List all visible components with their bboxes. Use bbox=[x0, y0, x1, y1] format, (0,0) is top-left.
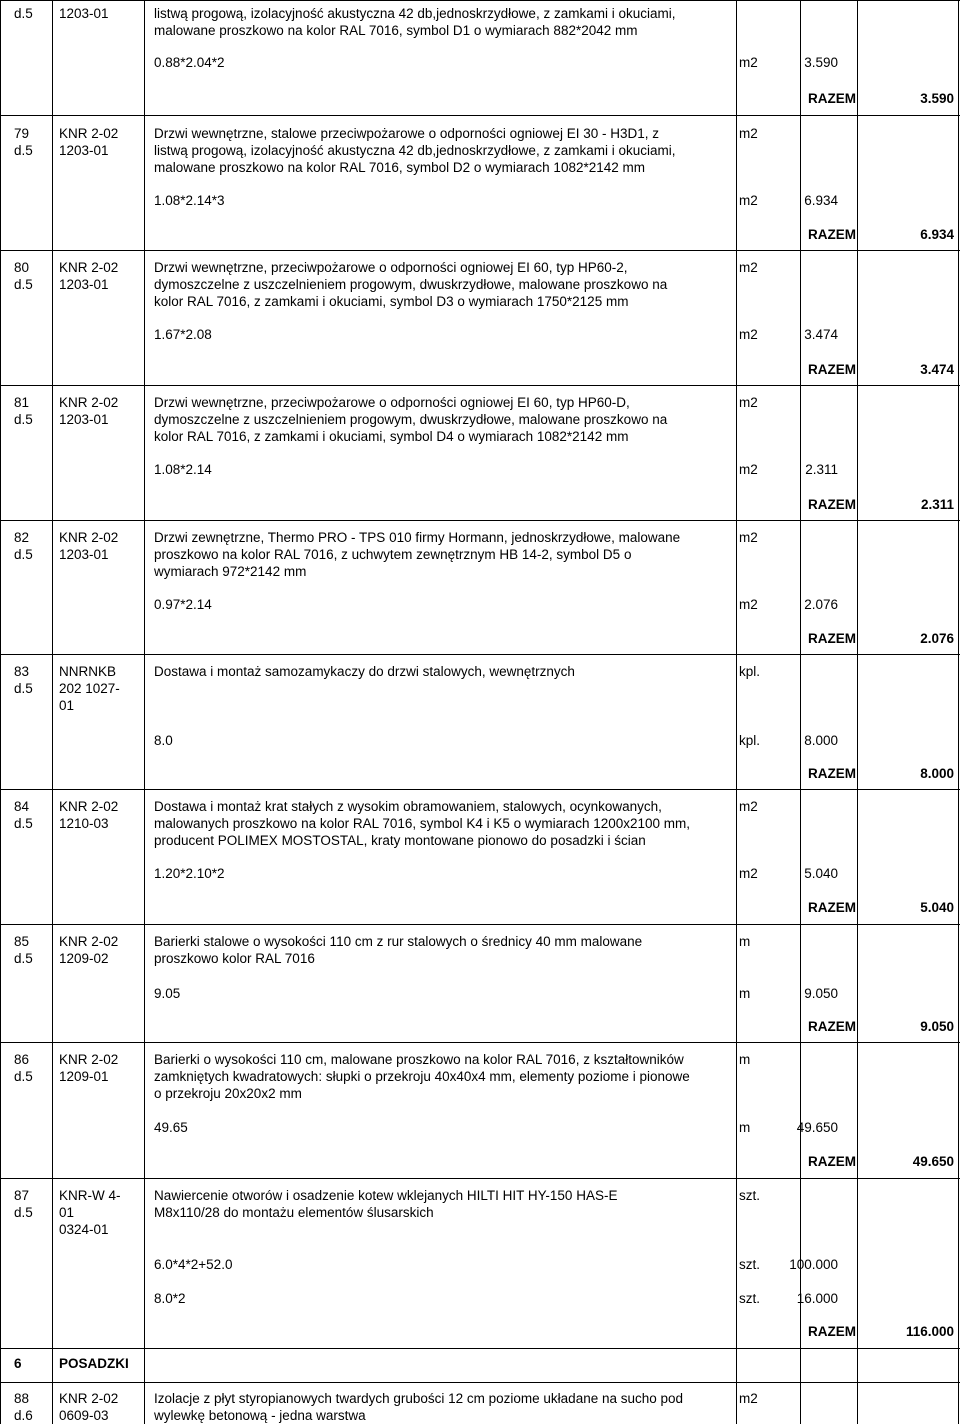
sum-value: 49.650 bbox=[912, 1154, 954, 1169]
calc-unit: m bbox=[739, 986, 751, 1001]
position-lp: d.5 bbox=[14, 1205, 33, 1220]
calc-unit: m2 bbox=[739, 462, 758, 477]
row-divider bbox=[0, 385, 960, 386]
calc-unit: kpl. bbox=[739, 733, 761, 748]
position-code: 1203-01 bbox=[59, 547, 109, 562]
sum-value: 3.474 bbox=[920, 362, 954, 377]
calc-unit: m2 bbox=[739, 55, 758, 70]
calc-value: 16.000 bbox=[796, 1291, 838, 1306]
position-code: 1203-01 bbox=[59, 6, 109, 21]
calc-expression: 1.67*2.08 bbox=[154, 327, 212, 342]
position-lp: 84 bbox=[14, 799, 30, 814]
calc-expression: 1.08*2.14 bbox=[154, 462, 212, 477]
column-divider bbox=[144, 0, 145, 1424]
sum-value: 2.311 bbox=[920, 497, 954, 512]
position-lp: 83 bbox=[14, 664, 30, 679]
column-divider bbox=[0, 0, 1, 1424]
position-description: malowane proszkowo na kolor RAL 7016, symbol D1 o wymiarach 882*2042 mm bbox=[154, 23, 638, 38]
row-divider bbox=[0, 1382, 960, 1383]
calc-value: 3.474 bbox=[804, 327, 838, 342]
position-lp: d.5 bbox=[14, 1069, 33, 1084]
sum-label: RAZEM bbox=[808, 362, 856, 377]
position-lp: 86 bbox=[14, 1052, 30, 1067]
position-code: KNR-W 4- bbox=[59, 1188, 121, 1203]
sum-label: RAZEM bbox=[808, 631, 856, 646]
position-description: Drzwi wewnętrzne, przeciwpożarowe o odporności ogniowej EI 60, typ HP60-D, bbox=[154, 395, 630, 410]
position-description: malowane proszkowo na kolor RAL 7016, symbol D2 o wymiarach 1082*2142 mm bbox=[154, 160, 645, 175]
position-description: wylewkę betonową - jedna warstwa bbox=[154, 1408, 366, 1423]
sum-value: 8.000 bbox=[920, 766, 954, 781]
position-description: Izolacje z płyt styropianowych twardych grubości 12 cm poziome układane na sucho pod bbox=[154, 1391, 684, 1406]
section-number: 6 bbox=[14, 1356, 22, 1371]
position-unit: m2 bbox=[739, 395, 758, 410]
position-lp: d.5 bbox=[14, 547, 33, 562]
calc-value: 2.076 bbox=[804, 597, 838, 612]
position-lp: d.5 bbox=[14, 6, 33, 21]
position-code: KNR 2-02 bbox=[59, 1391, 119, 1406]
position-unit: m bbox=[739, 1052, 751, 1067]
calc-expression: 49.65 bbox=[154, 1120, 188, 1135]
position-description: listwą progową, izolacyjność akustyczna 42 db,jednoskrzydłowe, z zamkami i okuciami, bbox=[154, 143, 676, 158]
position-unit: m2 bbox=[739, 126, 758, 141]
calc-unit: m2 bbox=[739, 327, 758, 342]
position-code: 01 bbox=[59, 1205, 75, 1220]
position-description: zamkniętych kwadratowych: słupki o przekroju 40x40x4 mm, elementy poziome i pionowe bbox=[154, 1069, 690, 1084]
sum-label: RAZEM bbox=[808, 900, 856, 915]
position-unit: m2 bbox=[739, 799, 758, 814]
row-divider bbox=[0, 520, 960, 521]
calc-value: 3.590 bbox=[804, 55, 838, 70]
position-description: dymoszczelne z uszczelnieniem progowym, dwuskrzydłowe, malowane proszkowo na bbox=[154, 277, 668, 292]
calc-unit: m2 bbox=[739, 597, 758, 612]
row-divider bbox=[0, 789, 960, 790]
position-description: Dostawa i montaż krat stałych z wysokim obramowaniem, stalowych, ocynkowanych, bbox=[154, 799, 662, 814]
sum-value: 9.050 bbox=[920, 1019, 954, 1034]
position-description: Nawiercenie otworów i osadzenie kotew wklejanych HILTI HIT HY-150 HAS-E bbox=[154, 1188, 618, 1203]
position-description: Drzwi zewnętrzne, Thermo PRO - TPS 010 firmy Hormann, jednoskrzydłowe, malowane bbox=[154, 530, 681, 545]
position-lp: 81 bbox=[14, 395, 30, 410]
position-lp: 79 bbox=[14, 126, 30, 141]
position-lp: d.6 bbox=[14, 1408, 33, 1423]
position-lp: d.5 bbox=[14, 412, 33, 427]
position-lp: 88 bbox=[14, 1391, 30, 1406]
row-divider bbox=[0, 1348, 960, 1349]
sum-label: RAZEM bbox=[808, 1154, 856, 1169]
sum-label: RAZEM bbox=[808, 1324, 856, 1339]
calc-expression: 1.20*2.10*2 bbox=[154, 866, 225, 881]
position-code: KNR 2-02 bbox=[59, 260, 119, 275]
calc-expression: 0.88*2.04*2 bbox=[154, 55, 225, 70]
column-divider bbox=[800, 0, 801, 1424]
calc-value: 6.934 bbox=[804, 193, 838, 208]
sum-label: RAZEM bbox=[808, 497, 856, 512]
row-divider bbox=[0, 0, 960, 1]
position-code: 1210-03 bbox=[59, 816, 109, 831]
calc-value: 49.650 bbox=[796, 1120, 838, 1135]
sum-value: 116.000 bbox=[905, 1324, 954, 1339]
position-code: KNR 2-02 bbox=[59, 799, 119, 814]
position-code: 0609-03 bbox=[59, 1408, 109, 1423]
position-code: KNR 2-02 bbox=[59, 126, 119, 141]
position-description: dymoszczelne z uszczelnieniem progowym, dwuskrzydłowe, malowane proszkowo na bbox=[154, 412, 668, 427]
position-unit: m2 bbox=[739, 1391, 758, 1406]
sum-label: RAZEM bbox=[808, 766, 856, 781]
position-description: producent POLIMEX MOSTOSTAL, kraty montowane pionowo do posadzki i ścian bbox=[154, 833, 646, 848]
position-code: 0324-01 bbox=[59, 1222, 109, 1237]
calc-expression: 8.0*2 bbox=[154, 1291, 186, 1306]
position-description: M8x110/28 do montażu elementów ślusarskich bbox=[154, 1205, 434, 1220]
position-code: 1209-01 bbox=[59, 1069, 109, 1084]
sum-value: 5.040 bbox=[920, 900, 954, 915]
position-code: 1209-02 bbox=[59, 951, 109, 966]
row-divider bbox=[0, 1042, 960, 1043]
position-description: malowanych proszkowo na kolor RAL 7016, symbol K4 i K5 o wymiarach 1200x2100 mm, bbox=[154, 816, 691, 831]
section-title: POSADZKI bbox=[59, 1356, 129, 1371]
position-lp: d.5 bbox=[14, 143, 33, 158]
position-code: 1203-01 bbox=[59, 412, 109, 427]
calc-expression: 8.0 bbox=[154, 733, 173, 748]
position-lp: 80 bbox=[14, 260, 30, 275]
calc-expression: 9.05 bbox=[154, 986, 181, 1001]
position-description: Barierki o wysokości 110 cm, malowane proszkowo na kolor RAL 7016, z kształtowników bbox=[154, 1052, 684, 1067]
position-code: 1203-01 bbox=[59, 277, 109, 292]
position-unit: m bbox=[739, 934, 751, 949]
position-lp: 85 bbox=[14, 934, 30, 949]
position-description: o przekroju 20x20x2 mm bbox=[154, 1086, 302, 1101]
position-code: 01 bbox=[59, 698, 75, 713]
position-description: Barierki stalowe o wysokości 110 cm z rur stalowych o średnicy 40 mm malowane bbox=[154, 934, 643, 949]
calc-unit: szt. bbox=[739, 1257, 761, 1272]
position-description: kolor RAL 7016, z zamkami i okuciami, symbol D3 o wymiarach 1750*2125 mm bbox=[154, 294, 629, 309]
position-description: Dostawa i montaż samozamykaczy do drzwi stalowych, wewnętrznych bbox=[154, 664, 575, 679]
position-code: KNR 2-02 bbox=[59, 1052, 119, 1067]
calc-value: 100.000 bbox=[789, 1257, 838, 1272]
position-description: proszkowo kolor RAL 7016 bbox=[154, 951, 315, 966]
position-description: Drzwi wewnętrzne, stalowe przeciwpożarowe o odporności ogniowej EI 30 - H3D1, z bbox=[154, 126, 659, 141]
position-unit: szt. bbox=[739, 1188, 761, 1203]
position-code: KNR 2-02 bbox=[59, 934, 119, 949]
position-unit: m2 bbox=[739, 530, 758, 545]
row-divider bbox=[0, 250, 960, 251]
calc-value: 8.000 bbox=[804, 733, 838, 748]
row-divider bbox=[0, 924, 960, 925]
position-unit: kpl. bbox=[739, 664, 761, 679]
row-divider bbox=[0, 654, 960, 655]
sum-value: 3.590 bbox=[920, 91, 954, 106]
calc-value: 2.311 bbox=[805, 462, 838, 477]
position-description: kolor RAL 7016, z zamkami i okuciami, symbol D4 o wymiarach 1082*2142 mm bbox=[154, 429, 629, 444]
position-lp: d.5 bbox=[14, 816, 33, 831]
calc-expression: 6.0*4*2+52.0 bbox=[154, 1257, 233, 1272]
position-code: 202 1027- bbox=[59, 681, 120, 696]
position-description: proszkowo na kolor RAL 7016, z uchwytem zewnętrznym HB 14-2, symbol D5 o bbox=[154, 547, 632, 562]
sum-value: 2.076 bbox=[920, 631, 954, 646]
position-unit: m2 bbox=[739, 260, 758, 275]
sum-label: RAZEM bbox=[808, 1019, 856, 1034]
sum-value: 6.934 bbox=[920, 227, 954, 242]
position-description: Drzwi wewnętrzne, przeciwpożarowe o odporności ogniowej EI 60, typ HP60-2, bbox=[154, 260, 628, 275]
position-lp: d.5 bbox=[14, 277, 33, 292]
row-divider bbox=[0, 1178, 960, 1179]
calc-value: 5.040 bbox=[804, 866, 838, 881]
position-code: 1203-01 bbox=[59, 143, 109, 158]
position-lp: d.5 bbox=[14, 951, 33, 966]
calc-unit: m2 bbox=[739, 866, 758, 881]
calc-expression: 0.97*2.14 bbox=[154, 597, 212, 612]
column-divider bbox=[52, 0, 53, 1424]
position-lp: d.5 bbox=[14, 681, 33, 696]
sum-label: RAZEM bbox=[808, 91, 856, 106]
calc-value: 9.050 bbox=[804, 986, 838, 1001]
position-code: KNR 2-02 bbox=[59, 395, 119, 410]
column-divider bbox=[736, 0, 737, 1424]
position-description: wymiarach 972*2142 mm bbox=[154, 564, 307, 579]
row-divider bbox=[0, 115, 960, 116]
sum-label: RAZEM bbox=[808, 227, 856, 242]
position-description: listwą progową, izolacyjność akustyczna 42 db,jednoskrzydłowe, z zamkami i okuciami, bbox=[154, 6, 676, 21]
position-lp: 82 bbox=[14, 530, 30, 545]
calc-expression: 1.08*2.14*3 bbox=[154, 193, 225, 208]
calc-unit: m bbox=[739, 1120, 751, 1135]
calc-unit: m2 bbox=[739, 193, 758, 208]
position-lp: 87 bbox=[14, 1188, 30, 1203]
position-code: KNR 2-02 bbox=[59, 530, 119, 545]
column-divider bbox=[857, 0, 858, 1424]
position-code: NNRNKB bbox=[59, 664, 117, 679]
calc-unit: szt. bbox=[739, 1291, 761, 1306]
column-divider bbox=[958, 0, 959, 1424]
